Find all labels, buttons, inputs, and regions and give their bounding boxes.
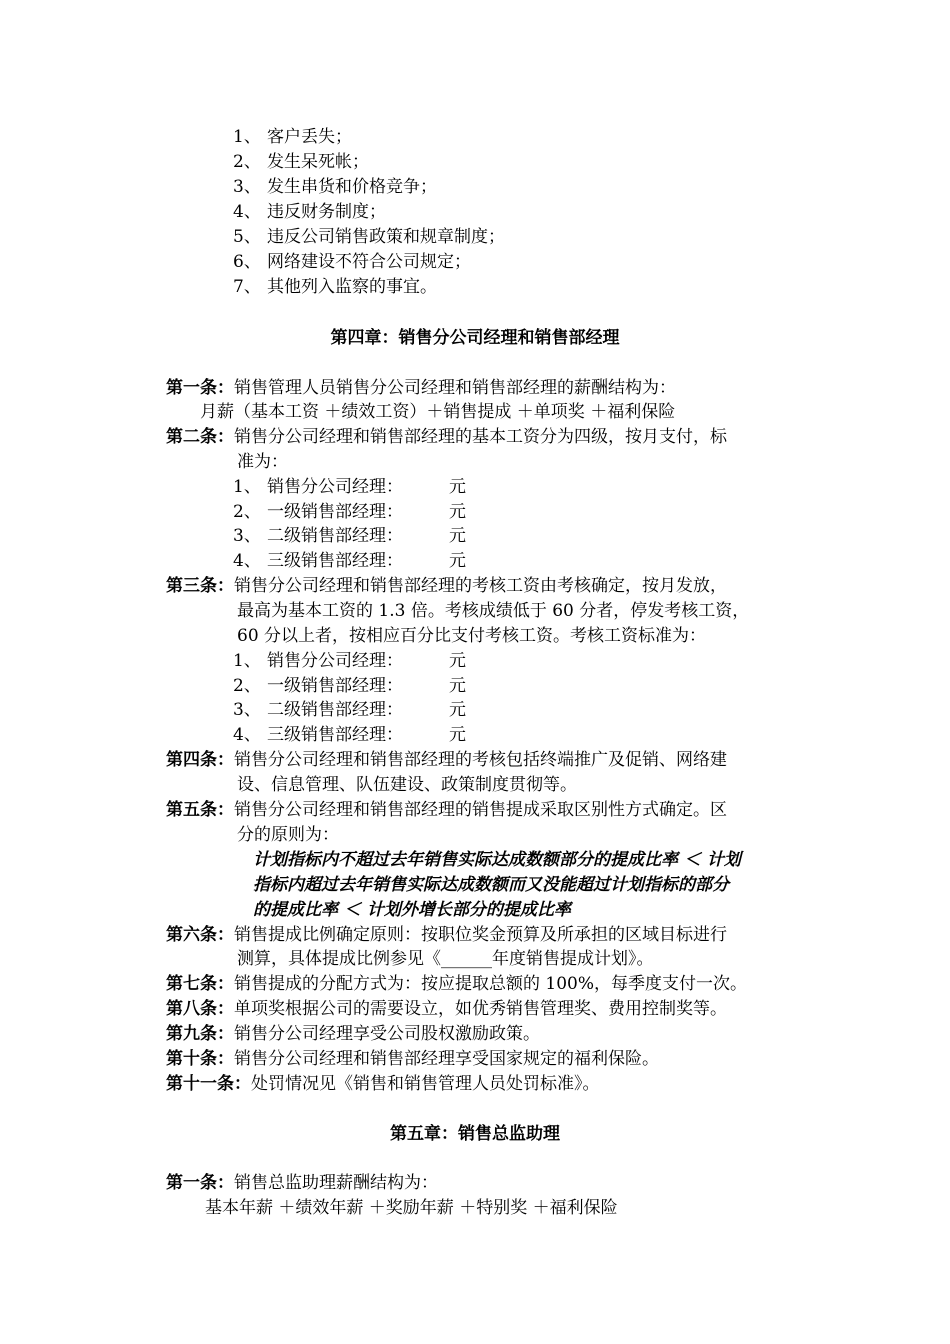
ch4-article-6: [166, 923, 727, 947]
article-text-continued: 准为：: [237, 452, 288, 472]
chapter-5-heading: 第五章：销售总监助理: [390, 1124, 560, 1144]
list-number: 4、: [233, 551, 261, 571]
ch4-article-9: [166, 1022, 540, 1046]
list-number: 4、: [233, 725, 261, 745]
amount-unit: 元: [449, 526, 466, 546]
list-text: 违反公司销售政策和规章制度；: [267, 227, 505, 247]
list-text: 发生呆死帐；: [267, 152, 369, 172]
article-label: 第七条：: [166, 974, 234, 994]
article-text-continued: 最高为基本工资的 1.3 倍。考核成绩低于 60 分者，停发考核工资，: [237, 601, 750, 621]
position-name: 二级销售部经理：: [267, 526, 403, 546]
ch4-salary-formula: 月薪（基本工资 ＋绩效工资）＋销售提成 ＋单项奖 ＋福利保险: [200, 402, 676, 422]
list-number: 5、: [233, 227, 261, 247]
article-text: 销售分公司经理和销售部经理享受国家规定的福利保险。: [234, 1049, 659, 1069]
list-item: [233, 524, 466, 548]
article-text: 销售总监助理薪酬结构为：: [234, 1173, 438, 1193]
list-item: [233, 549, 466, 573]
list-number: 2、: [233, 502, 261, 522]
list-number: 1、: [233, 477, 261, 497]
commission-rule-line: 计划指标内不超过去年销售实际达成数额部分的提成比率 ＜ 计划: [253, 850, 741, 870]
list-item: [233, 250, 471, 274]
article-text-continued: 设、信息管理、队伍建设、政策制度贯彻等。: [237, 775, 577, 795]
list-text: 网络建设不符合公司规定；: [267, 252, 471, 272]
article-label: 第十一条：: [166, 1074, 251, 1094]
article-text-continued: 分的原则为：: [237, 825, 339, 845]
commission-rule-line: 的提成比率 ＜ 计划外增长部分的提成比率: [253, 900, 571, 920]
list-text: 违反财务制度；: [267, 202, 386, 222]
list-item: [233, 475, 466, 499]
amount-unit: 元: [449, 700, 466, 720]
ch4-article-1: [166, 376, 676, 400]
list-item: [233, 649, 466, 673]
list-item: [233, 275, 437, 299]
amount-unit: 元: [449, 551, 466, 571]
ch4-article-5: [166, 798, 727, 822]
list-number: 3、: [233, 177, 261, 197]
amount-unit: 元: [449, 725, 466, 745]
position-name: 一级销售部经理：: [267, 502, 403, 522]
article-label: 第三条：: [166, 576, 234, 596]
commission-rule-line: 指标内超过去年销售实际达成数额而又没能超过计划指标的部分: [253, 875, 729, 895]
list-item: [233, 500, 466, 524]
list-number: 3、: [233, 700, 261, 720]
article-label: 第九条：: [166, 1024, 234, 1044]
position-name: 二级销售部经理：: [267, 700, 403, 720]
amount-unit: 元: [449, 651, 466, 671]
article-label: 第六条：: [166, 925, 234, 945]
article-text: 销售分公司经理和销售部经理的考核工资由考核确定，按月发放，: [234, 576, 727, 596]
list-item: [233, 698, 466, 722]
list-item: [233, 723, 466, 747]
list-number: 6、: [233, 252, 261, 272]
list-item: [233, 125, 352, 149]
article-text: 销售分公司经理享受公司股权激励政策。: [234, 1024, 540, 1044]
article-text: 销售分公司经理和销售部经理的销售提成采取区别性方式确定。区: [234, 800, 727, 820]
position-name: 销售分公司经理：: [267, 477, 403, 497]
list-number: 2、: [233, 676, 261, 696]
ch5-article-1: [166, 1171, 438, 1195]
list-item: [233, 175, 437, 199]
article-text: 销售提成的分配方式为：按应提取总额的 100%，每季度支付一次。: [234, 974, 748, 994]
ch4-article-3: [166, 574, 727, 598]
position-name: 一级销售部经理：: [267, 676, 403, 696]
list-item: [233, 674, 466, 698]
article-text-continued: 60 分以上者，按相应百分比支付考核工资。考核工资标准为：: [237, 626, 707, 646]
list-text: 客户丢失；: [267, 127, 352, 147]
ch4-article-11: [166, 1072, 600, 1096]
ch4-article-7: [166, 972, 747, 996]
list-number: 1、: [233, 127, 261, 147]
article-label: 第一条：: [166, 378, 234, 398]
chapter-4-heading: 第四章：销售分公司经理和销售部经理: [330, 328, 620, 348]
article-text: 销售分公司经理和销售部经理的考核包括终端推广及促销、网络建: [234, 750, 727, 770]
list-number: 1、: [233, 651, 261, 671]
article-text: 销售提成比例确定原则：按职位奖金预算及所承担的区域目标进行: [234, 925, 727, 945]
list-number: 2、: [233, 152, 261, 172]
article-label: 第四条：: [166, 750, 234, 770]
article-label: 第二条：: [166, 427, 234, 447]
ch4-article-8: [166, 997, 727, 1021]
list-number: 3、: [233, 526, 261, 546]
amount-unit: 元: [449, 676, 466, 696]
list-number: 7、: [233, 277, 261, 297]
ch5-salary-formula: 基本年薪 ＋绩效年薪 ＋奖励年薪 ＋特别奖 ＋福利保险: [205, 1198, 618, 1218]
amount-unit: 元: [449, 477, 466, 497]
article-text: 处罚情况见《销售和销售管理人员处罚标准》。: [251, 1074, 600, 1094]
article-label: 第十条：: [166, 1049, 234, 1069]
article-text-continued: 测算，具体提成比例参见《______年度销售提成计划》。: [237, 949, 654, 969]
article-text: 单项奖根据公司的需要设立，如优秀销售管理奖、费用控制奖等。: [234, 999, 727, 1019]
article-label: 第五条：: [166, 800, 234, 820]
article-label: 第八条：: [166, 999, 234, 1019]
ch4-article-4: [166, 748, 727, 772]
ch4-article-10: [166, 1047, 659, 1071]
position-name: 销售分公司经理：: [267, 651, 403, 671]
list-item: [233, 225, 505, 249]
position-name: 三级销售部经理：: [267, 725, 403, 745]
ch4-article-2: [166, 425, 727, 449]
article-text: 销售分公司经理和销售部经理的基本工资分为四级，按月支付，标: [234, 427, 727, 447]
article-label: 第一条：: [166, 1173, 234, 1193]
list-item: [233, 200, 386, 224]
list-text: 其他列入监察的事宜。: [267, 277, 437, 297]
list-item: [233, 150, 369, 174]
article-text: 销售管理人员销售分公司经理和销售部经理的薪酬结构为：: [234, 378, 676, 398]
position-name: 三级销售部经理：: [267, 551, 403, 571]
list-text: 发生串货和价格竞争；: [267, 177, 437, 197]
amount-unit: 元: [449, 502, 466, 522]
list-number: 4、: [233, 202, 261, 222]
